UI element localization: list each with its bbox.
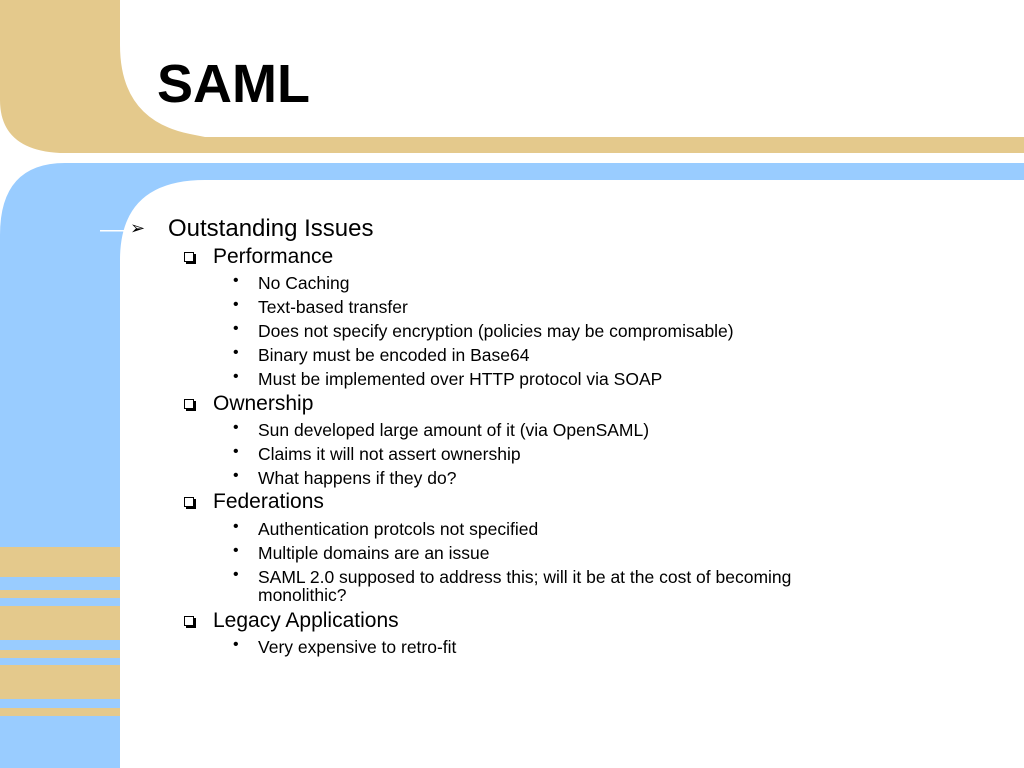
dot-bullet-icon: • [233, 344, 239, 361]
section-label-legacy-applications: Legacy Applications [213, 609, 399, 632]
dot-bullet-icon: • [233, 272, 239, 289]
list-item: Text-based transfer [258, 297, 408, 317]
dot-bullet-icon: • [233, 542, 239, 559]
arrow-bullet-icon: ➢ [130, 218, 146, 238]
dot-bullet-icon: • [233, 636, 239, 653]
section-label-performance: Performance [213, 245, 334, 268]
checkbox-bullet-icon [184, 399, 194, 409]
list-item-continuation: monolithic? [258, 585, 347, 605]
list-item: Claims it will not assert ownership [258, 444, 521, 464]
list-item: What happens if they do? [258, 468, 457, 488]
list-item: SAML 2.0 supposed to address this; will it be at the cost of becoming [258, 567, 792, 587]
checkbox-bullet-icon [184, 252, 194, 262]
dot-bullet-icon: • [233, 566, 239, 583]
list-item: Must be implemented over HTTP protocol via SOAP [258, 369, 663, 389]
section-label-ownership: Ownership [213, 392, 314, 415]
dot-bullet-icon: • [233, 419, 239, 436]
dot-bullet-icon: • [233, 518, 239, 535]
list-item: Multiple domains are an issue [258, 543, 490, 563]
outline-heading: Outstanding Issues [168, 215, 374, 242]
list-item: Authentication protcols not specified [258, 519, 539, 539]
list-item: Very expensive to retro-fit [258, 637, 457, 657]
dot-bullet-icon: • [233, 320, 239, 337]
dot-bullet-icon: • [233, 443, 239, 460]
checkbox-bullet-icon [184, 497, 194, 507]
list-item: No Caching [258, 273, 350, 293]
slide-title: SAML [157, 54, 310, 114]
list-item: Sun developed large amount of it (via OpenSAML) [258, 420, 650, 440]
dot-bullet-icon: • [233, 296, 239, 313]
section-label-federations: Federations [213, 490, 324, 513]
dot-bullet-icon: • [233, 368, 239, 385]
list-item: Binary must be encoded in Base64 [258, 345, 530, 365]
checkbox-bullet-icon [184, 616, 194, 626]
list-item: Does not specify encryption (policies may be compromisable) [258, 321, 734, 341]
dot-bullet-icon: • [233, 467, 239, 484]
